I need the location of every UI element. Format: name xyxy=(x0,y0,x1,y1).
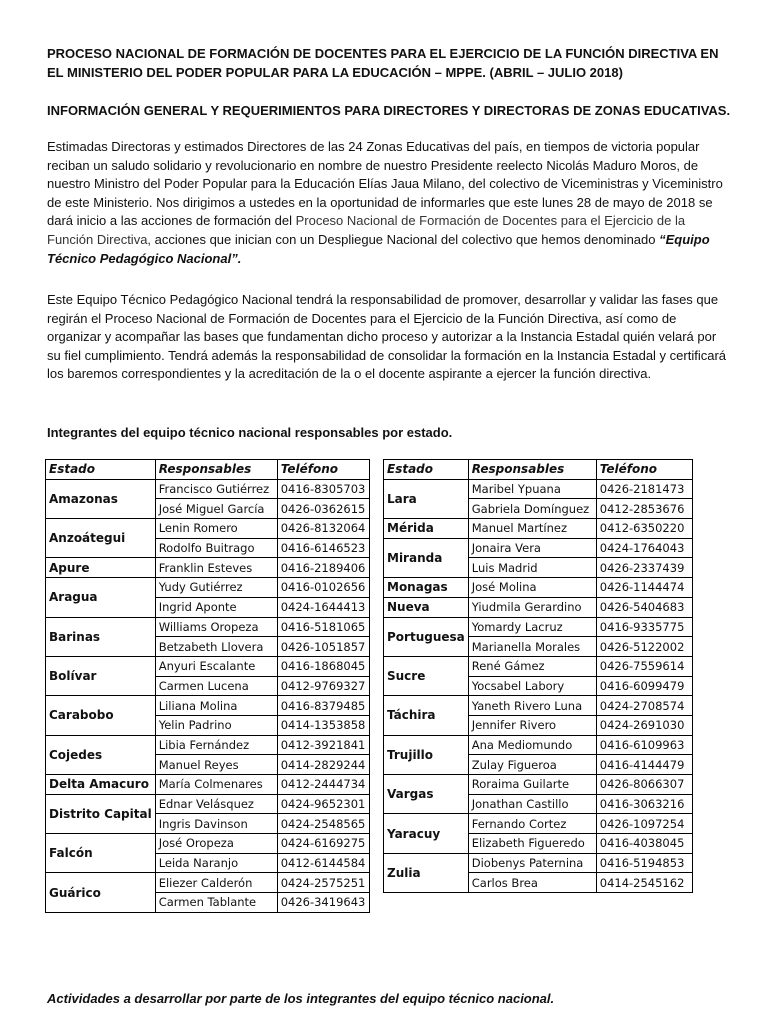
phone-cell: 0426-5122002 xyxy=(596,637,692,657)
responsible-name-cell: Liliana Molina xyxy=(155,696,277,716)
phone-cell: 0416-6099479 xyxy=(596,676,692,696)
table-row xyxy=(46,775,370,795)
table-row xyxy=(384,814,693,834)
table-row xyxy=(384,578,693,598)
state-cell: Delta Amacuro xyxy=(46,775,156,795)
header-state: Estado xyxy=(384,460,469,480)
responsibility-paragraph: Este Equipo Técnico Pedagógico Nacional tendrá la responsabilidad de promover, desarrollar y validar las fases que regirán el Proceso Nacional de Formación de Docentes para el Ejercicio de la Función Directiva, así como de organizar y acompañar las bases que fundamentan dicho proceso y autorizar a la Instancia Estadal quién velará por su fiel cumplimiento. Tendrá además la responsabilidad de consolidar la formación en la Instancia Estadal y certificará los baremos correspondientes y la acreditación de la o el docente aspirante a ejercer la función directiva. xyxy=(47,292,727,382)
responsible-name-cell: José Miguel García xyxy=(155,499,277,519)
responsible-name-cell: Williams Oropeza xyxy=(155,617,277,637)
phone-cell: 0424-9652301 xyxy=(277,794,369,814)
state-cell: Miranda xyxy=(384,538,469,577)
table-row xyxy=(46,656,370,676)
state-cell: Sucre xyxy=(384,656,469,695)
table-row xyxy=(384,775,693,795)
phone-cell: 0426-5404683 xyxy=(596,597,692,617)
responsible-name-cell: María Colmenares xyxy=(155,775,277,795)
header-responsible: Responsables xyxy=(155,460,277,480)
phone-cell: 0416-6109963 xyxy=(596,735,692,755)
responsible-name-cell: Jennifer Rivero xyxy=(468,715,596,735)
responsible-name-cell: Jonaira Vera xyxy=(468,538,596,558)
table-row xyxy=(46,696,370,716)
phone-cell: 0412-9769327 xyxy=(277,676,369,696)
header-responsible: Responsables xyxy=(468,460,596,480)
state-cell: Falcón xyxy=(46,834,156,873)
phone-cell: 0424-2575251 xyxy=(277,873,369,893)
phone-cell: 0412-2853676 xyxy=(596,499,692,519)
responsible-name-cell: Ana Mediomundo xyxy=(468,735,596,755)
header-state: Estado xyxy=(46,460,156,480)
responsible-name-cell: Yiudmila Gerardino xyxy=(468,597,596,617)
state-cell: Vargas xyxy=(384,775,469,814)
activities-note: Actividades a desarrollar por parte de los integrantes del equipo técnico nacional. xyxy=(47,991,555,1006)
responsible-name-cell: Yomardy Lacruz xyxy=(468,617,596,637)
phone-cell: 0414-2545162 xyxy=(596,873,692,893)
state-cell: Amazonas xyxy=(46,479,156,518)
phone-cell: 0426-1051857 xyxy=(277,637,369,657)
responsible-name-cell: José Oropeza xyxy=(155,834,277,854)
table-row xyxy=(384,519,693,539)
responsible-name-cell: Rodolfo Buitrago xyxy=(155,538,277,558)
responsible-name-cell: Yudy Gutiérrez xyxy=(155,578,277,598)
responsible-name-cell: Ednar Velásquez xyxy=(155,794,277,814)
phone-cell: 0416-3063216 xyxy=(596,794,692,814)
phone-cell: 0412-6144584 xyxy=(277,853,369,873)
state-cell: Bolívar xyxy=(46,656,156,695)
state-cell: Distrito Capital xyxy=(46,794,156,833)
phone-cell: 0416-1868045 xyxy=(277,656,369,676)
phone-cell: 0416-8305703 xyxy=(277,479,369,499)
team-name: “Equipo Técnico Pedagógico Nacional”. xyxy=(47,231,710,266)
responsible-name-cell: Anyuri Escalante xyxy=(155,656,277,676)
phone-cell: 0412-3921841 xyxy=(277,735,369,755)
document-subtitle: INFORMACIÓN GENERAL Y REQUERIMIENTOS PARA DIRECTORES Y DIRECTORAS DE ZONAS EDUCATIVAS. xyxy=(47,103,731,118)
state-cell: Guárico xyxy=(46,873,156,912)
state-cell: Lara xyxy=(384,479,469,518)
state-cell: Aragua xyxy=(46,578,156,617)
state-cell: Yaracuy xyxy=(384,814,469,853)
state-cell: Monagas xyxy=(384,578,469,598)
phone-cell: 0416-4038045 xyxy=(596,834,692,854)
phone-cell: 0426-2337439 xyxy=(596,558,692,578)
phone-cell: 0416-4144479 xyxy=(596,755,692,775)
process-name: Proceso Nacional de Formación de Docentes para el Ejercicio de la Función Directiva, xyxy=(47,213,686,247)
phone-cell: 0424-2548565 xyxy=(277,814,369,834)
phone-cell: 0412-6350220 xyxy=(596,519,692,539)
state-cell: Nueva xyxy=(384,597,469,617)
phone-cell: 0426-8066307 xyxy=(596,775,692,795)
phone-cell: 0424-1644413 xyxy=(277,597,369,617)
responsible-name-cell: Lenin Romero xyxy=(155,519,277,539)
state-cell: Anzoátegui xyxy=(46,519,156,558)
header-phone: Teléfono xyxy=(596,460,692,480)
responsible-name-cell: Diobenys Paternina xyxy=(468,853,596,873)
responsible-name-cell: Betzabeth Llovera xyxy=(155,637,277,657)
responsible-name-cell: Ingrid Aponte xyxy=(155,597,277,617)
phone-cell: 0426-3419643 xyxy=(277,893,369,913)
state-cell: Mérida xyxy=(384,519,469,539)
phone-cell: 0426-0362615 xyxy=(277,499,369,519)
phone-cell: 0424-2708574 xyxy=(596,696,692,716)
state-cell: Zulia xyxy=(384,853,469,892)
intro-middle-text: acciones que inician con un Despliegue Nacional del colectivo que hemos denominado xyxy=(151,231,660,247)
responsible-name-cell: Yaneth Rivero Luna xyxy=(468,696,596,716)
table-row xyxy=(46,479,370,499)
table-row xyxy=(46,578,370,598)
responsible-name-cell: Francisco Gutiérrez xyxy=(155,479,277,499)
phone-cell: 0426-8132064 xyxy=(277,519,369,539)
responsible-name-cell: Manuel Martínez xyxy=(468,519,596,539)
header-phone: Teléfono xyxy=(277,460,369,480)
phone-cell: 0424-2691030 xyxy=(596,715,692,735)
state-cell: Cojedes xyxy=(46,735,156,774)
phone-cell: 0424-6169275 xyxy=(277,834,369,854)
table-heading: Integrantes del equipo técnico nacional responsables por estado. xyxy=(47,425,453,440)
table-row xyxy=(384,656,693,676)
state-cell: Trujillo xyxy=(384,735,469,774)
table-row xyxy=(384,538,693,558)
phone-cell: 0414-2829244 xyxy=(277,755,369,775)
responsible-name-cell: Yocsabel Labory xyxy=(468,676,596,696)
table-row xyxy=(384,479,693,499)
state-cell: Portuguesa xyxy=(384,617,469,656)
phone-cell: 0426-1097254 xyxy=(596,814,692,834)
table-row xyxy=(384,735,693,755)
phone-cell: 0424-1764043 xyxy=(596,538,692,558)
responsible-name-cell: Marianella Morales xyxy=(468,637,596,657)
state-cell: Apure xyxy=(46,558,156,578)
responsible-name-cell: Carlos Brea xyxy=(468,873,596,893)
state-cell: Táchira xyxy=(384,696,469,735)
phone-cell: 0426-7559614 xyxy=(596,656,692,676)
document-title: PROCESO NACIONAL DE FORMACIÓN DE DOCENTES PARA EL EJERCICIO DE LA FUNCIÓN DIRECTIVA EN EL MINISTERIO DEL PODER POPULAR PARA LA EDUCACIÓN – MPPE. (ABRIL – JULIO 2018) xyxy=(47,46,719,80)
responsible-name-cell: Fernando Cortez xyxy=(468,814,596,834)
table-header-row xyxy=(46,460,370,480)
staff-table-left xyxy=(45,459,370,913)
phone-cell: 0416-2189406 xyxy=(277,558,369,578)
table-row xyxy=(46,794,370,814)
responsible-name-cell: Ingris Davinson xyxy=(155,814,277,834)
phone-cell: 0416-5194853 xyxy=(596,853,692,873)
phone-cell: 0416-9335775 xyxy=(596,617,692,637)
phone-cell: 0426-1144474 xyxy=(596,578,692,598)
intro-paragraph xyxy=(47,138,727,268)
responsible-name-cell: Maribel Ypuana xyxy=(468,479,596,499)
responsible-name-cell: José Molina xyxy=(468,578,596,598)
table-row xyxy=(46,834,370,854)
staff-table-right xyxy=(383,459,693,893)
state-cell: Barinas xyxy=(46,617,156,656)
responsible-name-cell: Leida Naranjo xyxy=(155,853,277,873)
responsible-name-cell: Manuel Reyes xyxy=(155,755,277,775)
table-row xyxy=(46,519,370,539)
responsible-name-cell: Eliezer Calderón xyxy=(155,873,277,893)
table-row xyxy=(384,597,693,617)
responsible-name-cell: Elizabeth Figueredo xyxy=(468,834,596,854)
phone-cell: 0416-8379485 xyxy=(277,696,369,716)
phone-cell: 0414-1353858 xyxy=(277,715,369,735)
state-cell: Carabobo xyxy=(46,696,156,735)
responsible-name-cell: Franklin Esteves xyxy=(155,558,277,578)
responsible-name-cell: Carmen Tablante xyxy=(155,893,277,913)
responsible-name-cell: Luis Madrid xyxy=(468,558,596,578)
phone-cell: 0416-5181065 xyxy=(277,617,369,637)
responsible-name-cell: Gabriela Domínguez xyxy=(468,499,596,519)
table-row xyxy=(46,873,370,893)
responsible-name-cell: Roraima Guilarte xyxy=(468,775,596,795)
responsible-name-cell: Yelin Padrino xyxy=(155,715,277,735)
table-row xyxy=(384,853,693,873)
phone-cell: 0416-6146523 xyxy=(277,538,369,558)
table-row xyxy=(46,617,370,637)
phone-cell: 0416-0102656 xyxy=(277,578,369,598)
table-header-row xyxy=(384,460,693,480)
phone-cell: 0412-2444734 xyxy=(277,775,369,795)
intro-text: Estimadas Directoras y estimados Directores de las 24 Zonas Educativas del país, en tiempos de victoria popular reciban un saludo solidario y revolucionario en nombre de nuestro Presidente reelecto Nicolás Maduro Moros, de nuestro Ministro del Poder Popular para la Educación Elías Jaua Milano, del colectivo de Viceministras y Viceministro de este Ministerio. Nos dirigimos a ustedes en la oportunidad de informarles que este lunes 28 de mayo de 2018 se dará inicio a las acciones de formación del xyxy=(47,139,723,229)
table-row xyxy=(384,696,693,716)
phone-cell: 0426-2181473 xyxy=(596,479,692,499)
responsible-name-cell: René Gámez xyxy=(468,656,596,676)
responsible-name-cell: Carmen Lucena xyxy=(155,676,277,696)
responsible-name-cell: Zulay Figueroa xyxy=(468,755,596,775)
responsible-name-cell: Jonathan Castillo xyxy=(468,794,596,814)
table-row xyxy=(46,735,370,755)
table-row xyxy=(46,558,370,578)
table-row xyxy=(384,617,693,637)
responsible-name-cell: Libia Fernández xyxy=(155,735,277,755)
